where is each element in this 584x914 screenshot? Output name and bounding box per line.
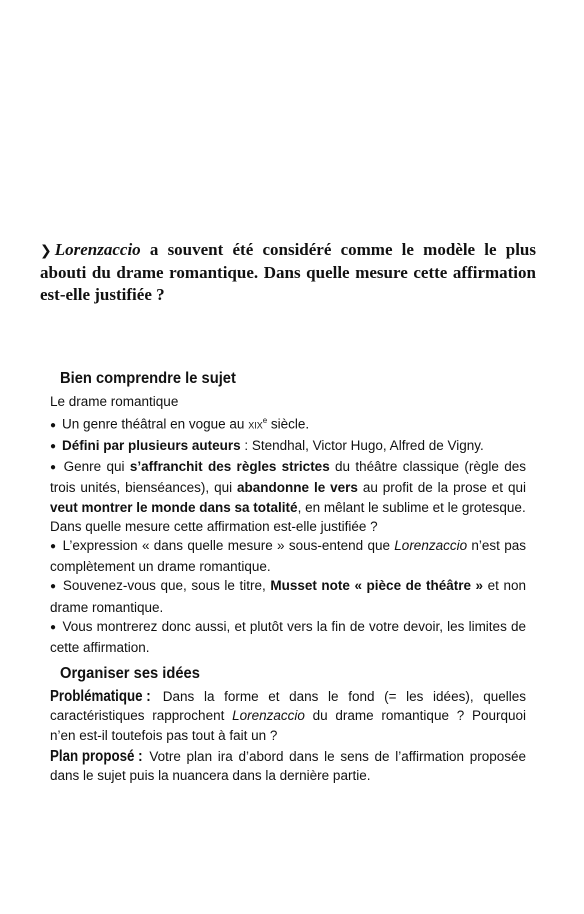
section-title-organize: Organiser ses idées — [60, 665, 200, 683]
guidance-content — [50, 368, 526, 785]
section-title-understand: Bien comprendre le sujet — [60, 370, 236, 387]
subheading-romantic-drama: Le drame romantique — [50, 394, 179, 409]
work-title: Lorenzaccio — [54, 240, 141, 259]
bullet-limits: ● Vous montrerez donc aussi, et plutôt vers la fin de votre devoir, les limites de cette affirmation. — [50, 617, 526, 657]
subject-text: a souvent été considéré comme le modèle le plus abouti du drame romantique. Dans quelle mesure cette affirmation est-elle justifiée ? — [40, 240, 536, 304]
bullet-authors: ● Défini par plusieurs auteurs : Stendhal, Victor Hugo, Alfred de Vigny. — [50, 436, 526, 457]
bullet-expression: ● L’expression « dans quelle mesure » sous-entend que Lorenzaccio n’est pas complètement un drame romantique. — [50, 536, 526, 576]
bullet-rules: ● Genre qui s’affranchit des règles strictes du théâtre classique (règle des trois unités, bienséances), qui abandonne le vers au profit de la prose et qui veut montrer le monde dans sa totalité, en mêlant le sublime et le grotesque. — [50, 457, 526, 517]
chevron-right-icon: ❯ — [40, 243, 52, 259]
bullet-musset: ● Souvenez-vous que, sous le titre, Musset note « pièce de théâtre » et non drame romantique. — [50, 576, 526, 616]
problematic-paragraph: Problématique : Dans la forme et dans le fond (= les idées), quelles caractéristiques rapprochent Lorenzaccio du drame romantique ? Pourquoi n’en est-il toutefois pas tout à fait un ? — [50, 688, 527, 743]
subheading-question: Dans quelle mesure cette affirmation est-elle justifiée ? — [50, 518, 378, 534]
bullet-genre: ● Un genre théâtral en vogue au xix$^e$ siècle. — [50, 411, 526, 436]
subject-statement — [40, 239, 536, 306]
plan-paragraph: Plan proposé : Votre plan ira d’abord dans le sens de l’affirmation proposée dans le sujet puis la nuancera dans la dernière partie. — [50, 747, 526, 783]
